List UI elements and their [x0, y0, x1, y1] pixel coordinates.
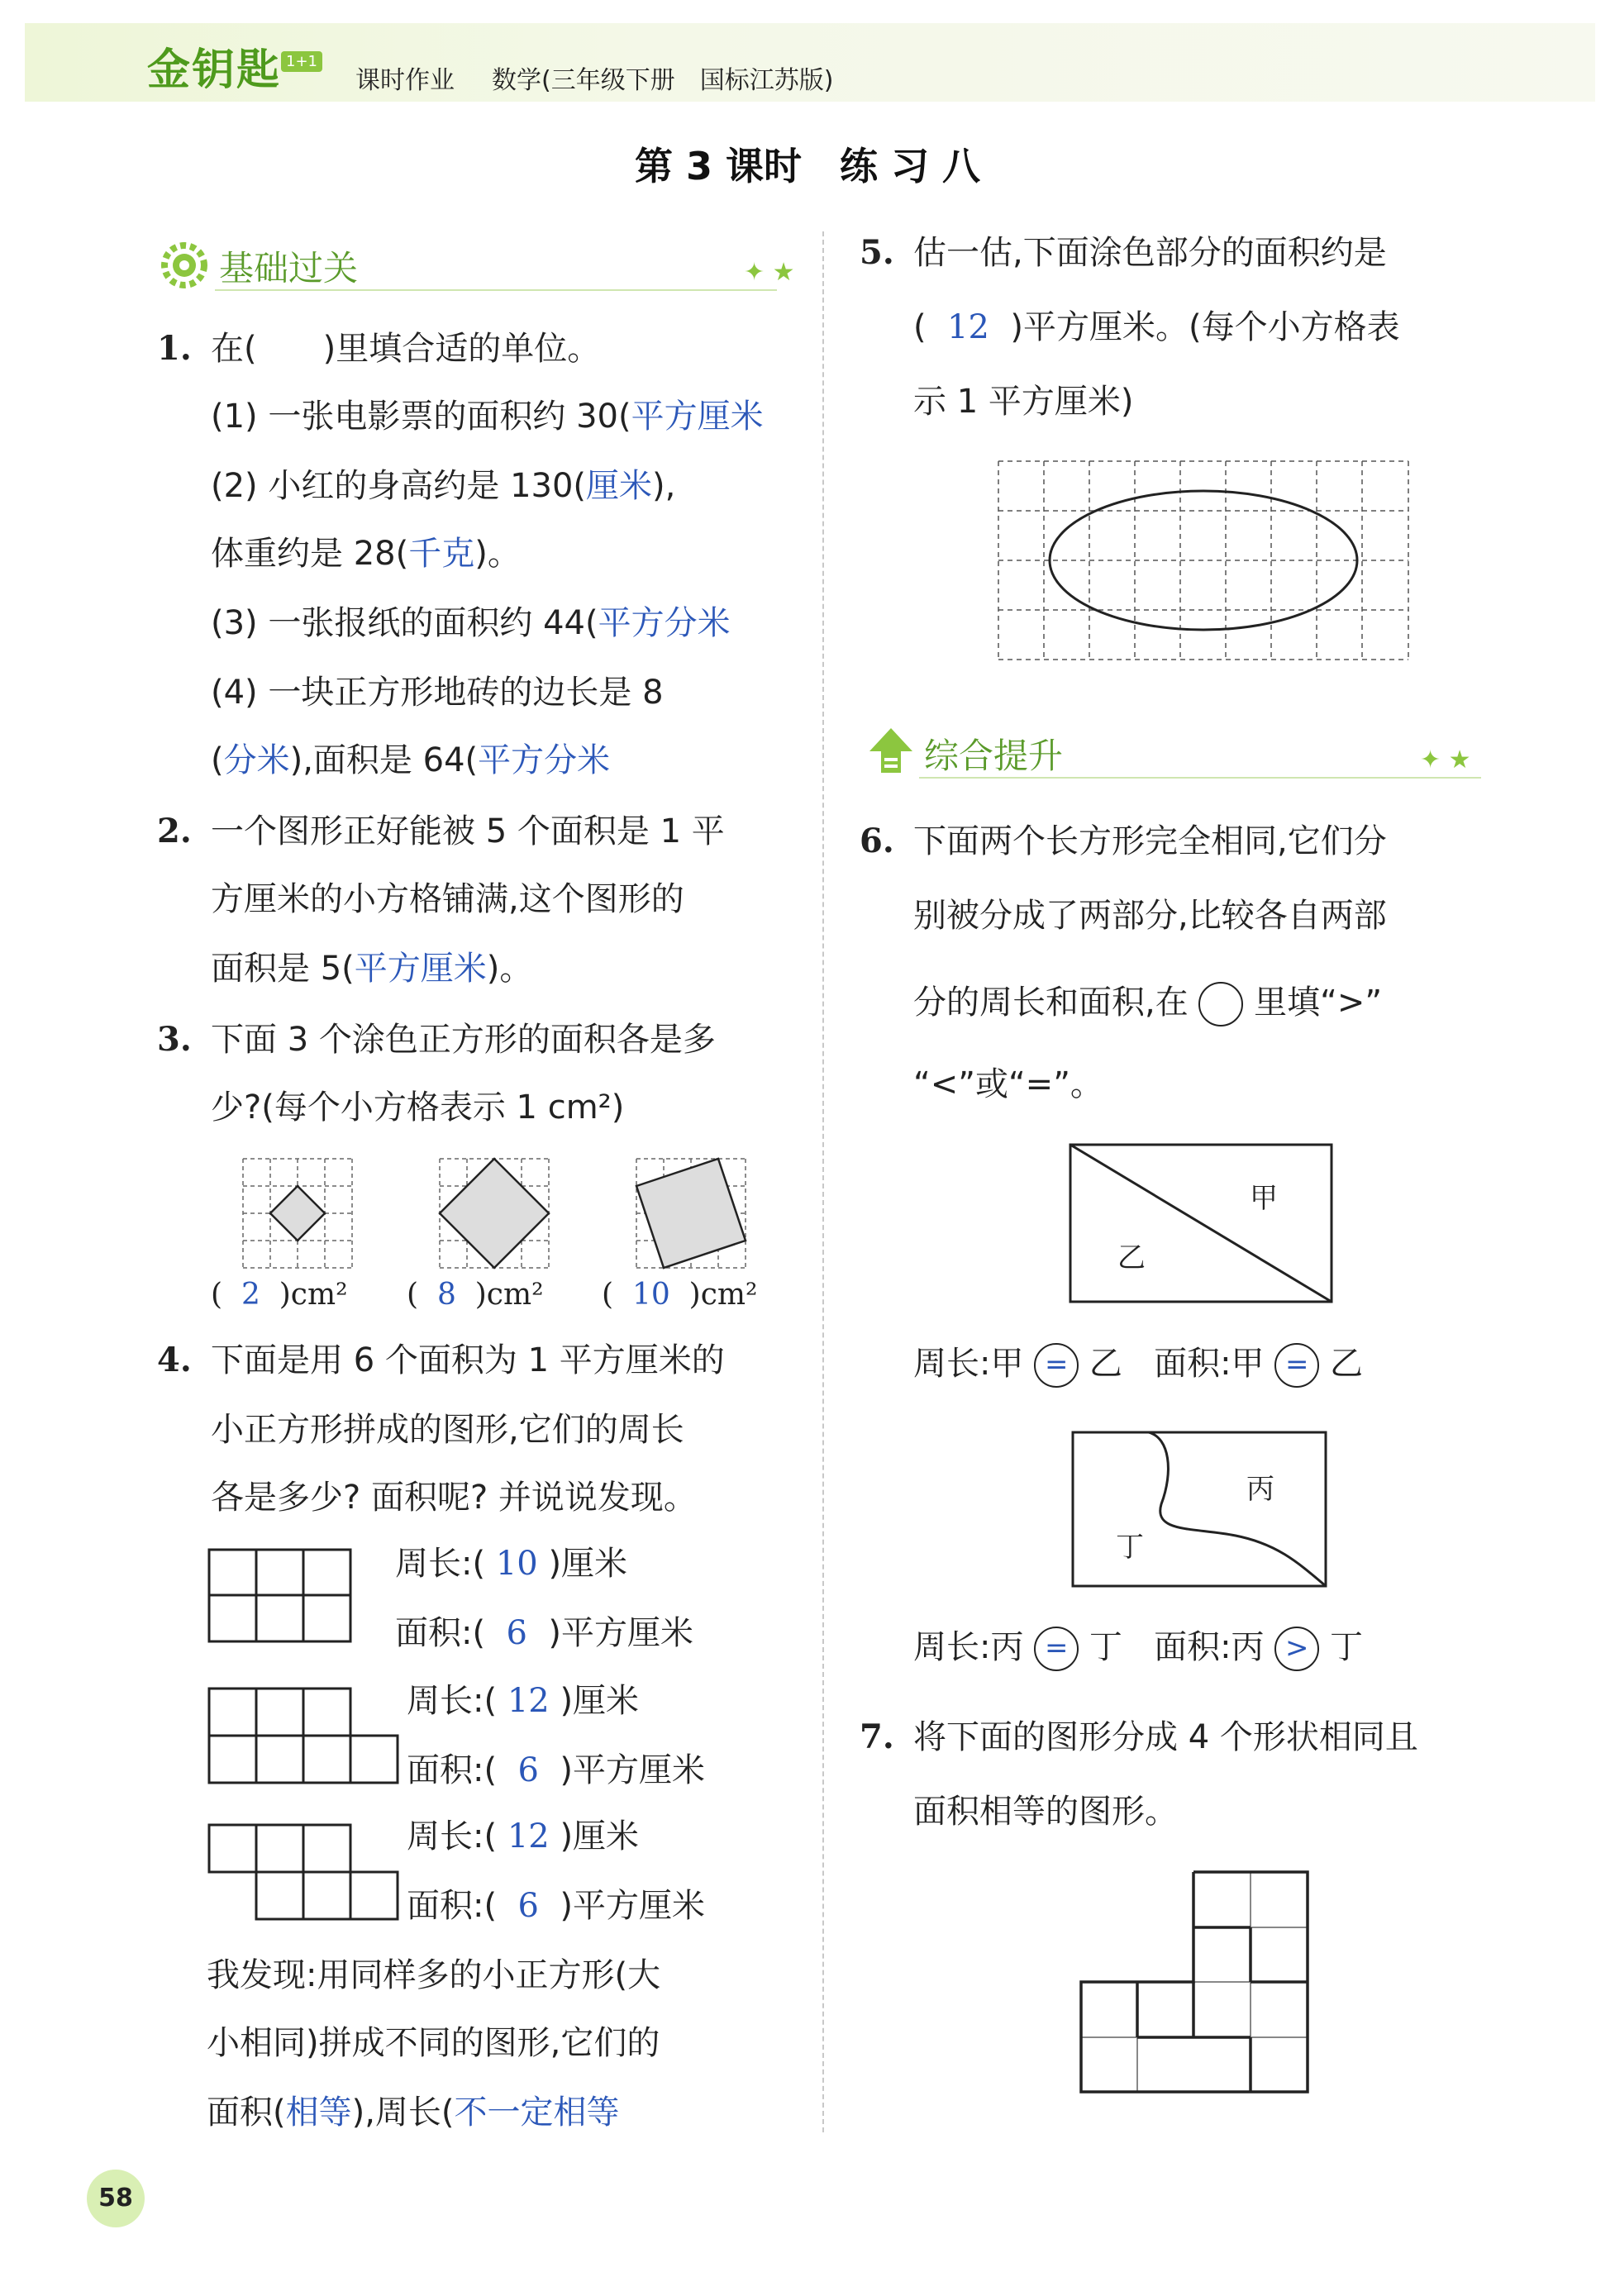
- brand-logo: 金钥匙: [147, 45, 282, 95]
- q7-line1: 将下面的图形分成 4 个形状相同且: [913, 1718, 1418, 1756]
- q2-line2: 方厘米的小方格铺满,这个图形的: [211, 880, 684, 918]
- q6-rectangle-1: [1068, 1142, 1334, 1304]
- q6-row2: 周长:丙 = 丁 面积:丙 > 丁: [913, 1627, 1363, 1671]
- q1-part2-answer: 厘米: [586, 467, 653, 505]
- q4-finding-3: 面积(相等),周长(不一定相等: [207, 2094, 620, 2132]
- arrow-up-icon: [866, 725, 916, 778]
- q5-answer: 12: [947, 308, 989, 346]
- q1-part1-answer: 平方厘米: [631, 398, 764, 436]
- q5-line3: 示 1 平方厘米): [913, 383, 1134, 421]
- q4-figure-3: [207, 1822, 401, 1926]
- q4-finding-2: 小相同)拼成不同的图形,它们的: [207, 2024, 660, 2062]
- q3-answer-3: ( 10 )cm²: [602, 1278, 758, 1312]
- header-series: 课时作业: [355, 66, 455, 95]
- compare-circle-icon: [1198, 982, 1243, 1027]
- q4-fig2-perimeter: 周长:( 12 )厘米: [407, 1682, 640, 1720]
- q3-answer-1: ( 2 )cm²: [211, 1278, 348, 1312]
- q4-line3: 各是多少? 面积呢? 并说说发现。: [211, 1479, 697, 1517]
- q1-part2b: 体重约是 28(千克)。: [211, 535, 521, 573]
- q3-line1: 下面 3 个涂色正方形的面积各是多: [211, 1021, 716, 1059]
- q1-stem: 在( )里填合适的单位。: [211, 330, 601, 368]
- q4-fig2-area: 面积:( 6 )平方厘米: [407, 1751, 706, 1789]
- q4-fig3-area: 面积:( 6 )平方厘米: [407, 1887, 706, 1925]
- q4-line2: 小正方形拼成的图形,它们的周长: [211, 1411, 684, 1449]
- column-divider: [822, 231, 824, 2132]
- q6-row2-answer1: =: [1034, 1627, 1079, 1671]
- q6-rectangle-2: [1070, 1430, 1328, 1589]
- q2-line1: 一个图形正好能被 5 个面积是 1 平: [211, 812, 725, 850]
- q7-number: 7.: [860, 1717, 894, 1756]
- q1-part4b: (分米),面积是 64(平方分米: [211, 741, 611, 779]
- q6-row2-answer2: >: [1274, 1627, 1319, 1671]
- page-number: 58: [87, 2170, 145, 2227]
- q6-line1: 下面两个长方形完全相同,它们分: [913, 822, 1387, 860]
- q6-label-jia: 甲: [1250, 1182, 1278, 1215]
- q4-figure-2: [207, 1686, 401, 1789]
- q3-grid-3: [635, 1157, 747, 1269]
- q4-line1: 下面是用 6 个面积为 1 平方厘米的: [211, 1341, 725, 1379]
- q4-fig1-area: 面积:( 6 )平方厘米: [395, 1614, 694, 1652]
- q4-finding-answer1: 相等: [285, 2094, 352, 2132]
- q4-fig1-perimeter: 周长:( 10 )厘米: [395, 1545, 628, 1583]
- q3-grid-1: [241, 1157, 354, 1269]
- q6-row1-answer1: =: [1034, 1343, 1079, 1388]
- q4-fig3-perimeter: 周长:( 12 )厘米: [407, 1817, 640, 1855]
- q5-grid-ellipse: [996, 459, 1413, 665]
- section-basic-title: 基础过关: [219, 248, 359, 288]
- q4-finding-1: 我发现:用同样多的小正方形(大: [207, 1956, 661, 1994]
- q4-figure-1: [207, 1547, 355, 1646]
- gear-icon: [159, 240, 210, 291]
- q1-part4-answer2: 平方分米: [478, 741, 611, 779]
- q4-number: 4.: [157, 1341, 192, 1379]
- q2-answer: 平方厘米: [354, 950, 487, 988]
- q6-label-ding: 丁: [1116, 1531, 1144, 1564]
- q6-label-yi: 乙: [1117, 1241, 1146, 1274]
- q1-part2: (2) 小红的身高约是 130(厘米),: [211, 467, 676, 505]
- q1-part3-answer: 平方分米: [598, 604, 731, 642]
- page-title: 第 3 课时 练 习 八: [634, 144, 981, 188]
- q2-line3: 面积是 5(平方厘米)。: [211, 950, 533, 988]
- q7-figure: [1079, 1870, 1310, 2101]
- brand-logo-tag: 1+1: [281, 51, 322, 72]
- q1-part3: (3) 一张报纸的面积约 44(平方分米: [211, 604, 731, 642]
- section-advanced-underline: [919, 777, 1481, 779]
- q6-row1: 周长:甲 = 乙 面积:甲 = 乙: [913, 1343, 1363, 1388]
- q1-part1: (1) 一张电影票的面积约 30(平方厘米: [211, 398, 764, 436]
- q3-line2: 少?(每个小方格表示 1 cm²): [211, 1088, 625, 1127]
- q1-part4-answer1: 分米: [223, 741, 290, 779]
- header-subject: 数学(三年级下册 国标江苏版): [492, 66, 834, 95]
- q2-number: 2.: [157, 812, 192, 850]
- q5-number: 5.: [860, 233, 894, 272]
- q6-line3: 分的周长和面积,在 里填“>”: [913, 982, 1382, 1027]
- star-icon: ✦ ★: [744, 258, 795, 287]
- section-basic-underline: [215, 289, 777, 291]
- q5-line1: 估一估,下面涂色部分的面积约是: [913, 234, 1387, 272]
- q7-line2: 面积相等的图形。: [913, 1793, 1178, 1831]
- q5-line2: ( 12 )平方厘米。(每个小方格表: [913, 308, 1400, 346]
- q6-line2: 别被分成了两部分,比较各自两部: [913, 897, 1387, 935]
- q3-answer-2: ( 8 )cm²: [407, 1278, 544, 1312]
- q6-label-bing: 丙: [1246, 1473, 1274, 1506]
- q1-number: 1.: [157, 329, 192, 368]
- q1-part4: (4) 一块正方形地砖的边长是 8: [211, 674, 664, 712]
- q3-number: 3.: [157, 1020, 192, 1059]
- q4-finding-answer2: 不一定相等: [454, 2094, 620, 2132]
- q6-number: 6.: [860, 822, 894, 860]
- q6-line4: “<”或“=”。: [913, 1065, 1103, 1103]
- q6-row1-answer2: =: [1274, 1343, 1319, 1388]
- q1-part2b-answer: 千克: [408, 535, 475, 573]
- q3-grid-2: [438, 1157, 550, 1269]
- section-advanced-title: 综合提升: [924, 736, 1064, 776]
- star-icon-2: ✦ ★: [1420, 745, 1471, 774]
